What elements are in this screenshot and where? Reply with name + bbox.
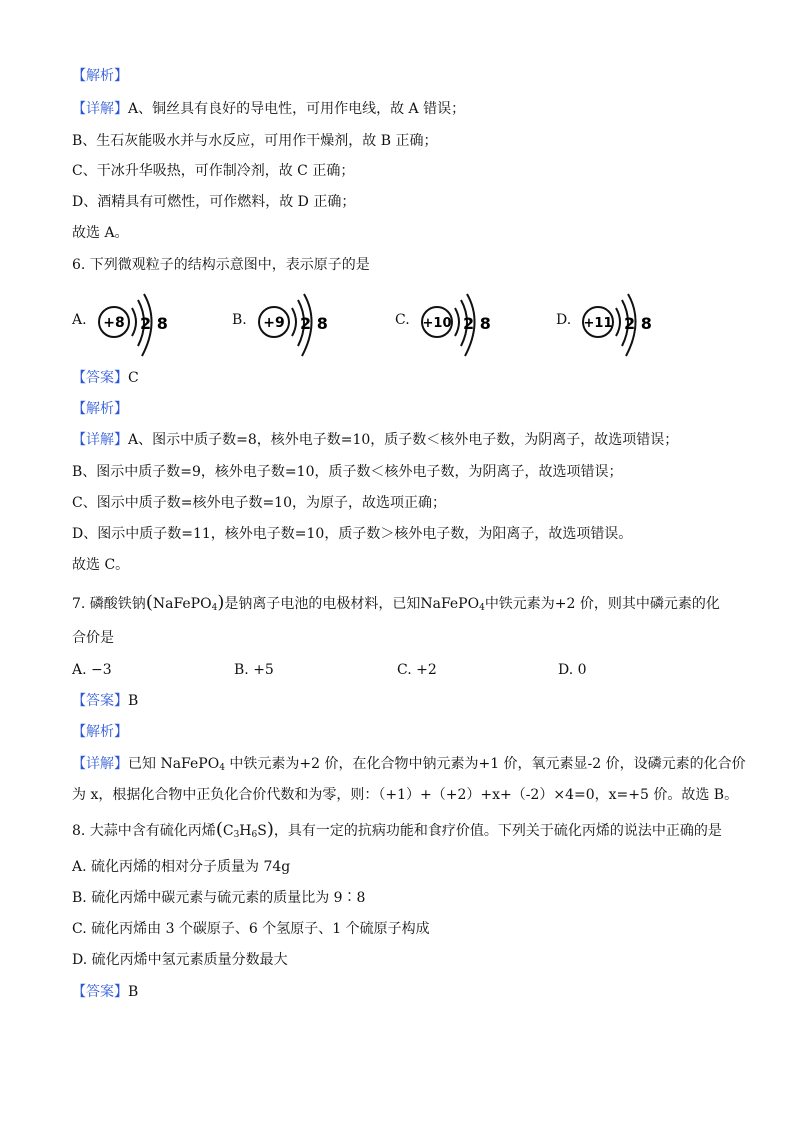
shell-electrons: 2 8 [624, 314, 652, 333]
detail-line-c: C、图示中质子数=核外电子数=10，为原子，故选项正确； [72, 495, 446, 511]
answer-tag: 【答案】 [72, 693, 128, 709]
question-6-stem: 6. 下列微观粒子的结构示意图中，表示原子的是 [72, 257, 370, 273]
answer-value: B [128, 693, 139, 709]
shell-electrons: 2 8 [300, 314, 328, 333]
detail-text: A、图示中质子数=8，核外电子数=10，质子数＜核外电子数，为阴离子，故选项错误； [128, 432, 679, 448]
detail-line-a [72, 430, 678, 450]
atom-structure-diagram [254, 296, 328, 360]
detail-line-1 [72, 754, 746, 778]
formula-subscript: 4 [479, 603, 485, 613]
answer-line [72, 982, 138, 1002]
analysis-heading: 【解析】 [72, 68, 128, 84]
paren-close: ) [266, 819, 274, 840]
formula-text: NaFePO [152, 596, 212, 612]
option-letter: C. [395, 312, 410, 328]
q8-option-d: D. 硫化丙烯中氢元素质量分数最大 [72, 952, 288, 968]
detail-line-b: B、生石灰能吸水并与水反应，可用作干燥剂，故 B 正确； [72, 133, 438, 149]
detail-line-d: D、图示中质子数=11，核外电子数=10，质子数＞核外电子数，为阳离子，故选项错误。 [72, 526, 633, 542]
formula-subscript: 6 [251, 830, 258, 840]
q7-option-d: D. 0 [558, 662, 587, 678]
conclusion: 故选 A。 [72, 225, 129, 241]
q7-option-b: B. +5 [234, 662, 274, 678]
paren-open: ( [145, 592, 153, 613]
option-letter: A. [72, 312, 87, 328]
shell-electrons: 2 8 [463, 314, 491, 333]
nucleus-charge: +8 [103, 315, 125, 331]
q8-option-a: A. 硫化丙烯的相对分子质量为 74g [72, 859, 291, 875]
formula-subscript: 4 [211, 603, 218, 613]
detail-text: 已知 NaFePO [128, 756, 220, 772]
stem-text: 8. 大蒜中含有硫化丙烯 [72, 823, 216, 839]
stem-text: ，具有一定的抗病功能和食疗价值。下列关于硫化丙烯的说法中正确的是 [273, 823, 722, 839]
detail-line-b: B、图示中质子数=9，核外电子数=10，质子数＜核外电子数，为阴离子，故选项错误； [72, 464, 623, 480]
formula-text: H [239, 823, 252, 839]
detail-line-2: 为 x，根据化合物中正负化合价代数和为零，则：（+1）+（+2）+x+（-2）×4=0，x=+5 价。故选 B。 [72, 787, 739, 803]
stem-text: 是钠离子电池的电极材料，已知 [224, 596, 421, 612]
formula-nafepo4 [420, 596, 484, 612]
question-7-stem-cont: 合价是 [72, 630, 114, 646]
answer-value: B [128, 984, 139, 1000]
q8-option-b: B. 硫化丙烯中碳元素与硫元素的质量比为 9∶8 [72, 890, 366, 906]
option-letter: B. [232, 312, 247, 328]
paren-close: ) [217, 592, 225, 613]
stem-text: 7. 磷酸铁钠 [72, 596, 146, 612]
question-8-stem [72, 820, 722, 845]
answer-value: C [128, 370, 139, 386]
analysis-heading: 【解析】 [72, 724, 128, 740]
detail-line-a [72, 99, 465, 119]
formula-nafepo4 [153, 596, 217, 612]
q8-option-c: C. 硫化丙烯由 3 个碳原子、6 个氢原子、1 个硫原子构成 [72, 921, 430, 937]
stem-text: 中铁元素为+2 价，则其中磷元素的化 [484, 596, 720, 612]
detail-tag: 【详解】 [72, 101, 128, 117]
q7-option-c: C. +2 [397, 662, 437, 678]
option-letter: D. [556, 312, 572, 328]
nucleus-charge: +10 [422, 316, 452, 331]
detail-tag: 【详解】 [72, 756, 128, 772]
shell-electrons: 2 8 [140, 314, 168, 333]
detail-text: A、铜丝具有良好的导电性，可用作电线，故 A 错误； [128, 101, 466, 117]
conclusion: 故选 C。 [72, 557, 130, 573]
answer-tag: 【答案】 [72, 370, 128, 386]
answer-line [72, 691, 138, 711]
question-7-stem [72, 593, 720, 618]
nucleus-charge: +9 [263, 315, 285, 331]
detail-text: 中铁元素为+2 价，在化合物中钠元素为+1 价，氧元素显-2 价，设磷元素的化合价 [224, 756, 746, 772]
atom-structure-diagram [578, 296, 652, 360]
formula-subscript: 3 [233, 830, 240, 840]
atom-structure-diagram [417, 296, 491, 360]
formula-subscript: 4 [219, 763, 225, 773]
answer-tag: 【答案】 [72, 984, 128, 1000]
analysis-heading: 【解析】 [72, 401, 128, 417]
answer-line [72, 368, 139, 388]
atom-structure-diagram [94, 296, 168, 360]
nucleus-charge: +11 [583, 316, 613, 331]
detail-line-d: D、酒精具有可燃性，可作燃料，故 D 正确； [72, 194, 356, 210]
formula-c3h6s [223, 823, 267, 839]
paren-open: ( [215, 819, 223, 840]
formula-text: S [257, 823, 267, 839]
detail-tag: 【详解】 [72, 432, 128, 448]
detail-line-c: C、干冰升华吸热，可作制冷剂，故 C 正确； [72, 163, 355, 179]
formula-text: NaFePO [420, 596, 480, 612]
q7-option-a: A. −3 [72, 662, 112, 678]
formula-text: C [222, 823, 234, 839]
